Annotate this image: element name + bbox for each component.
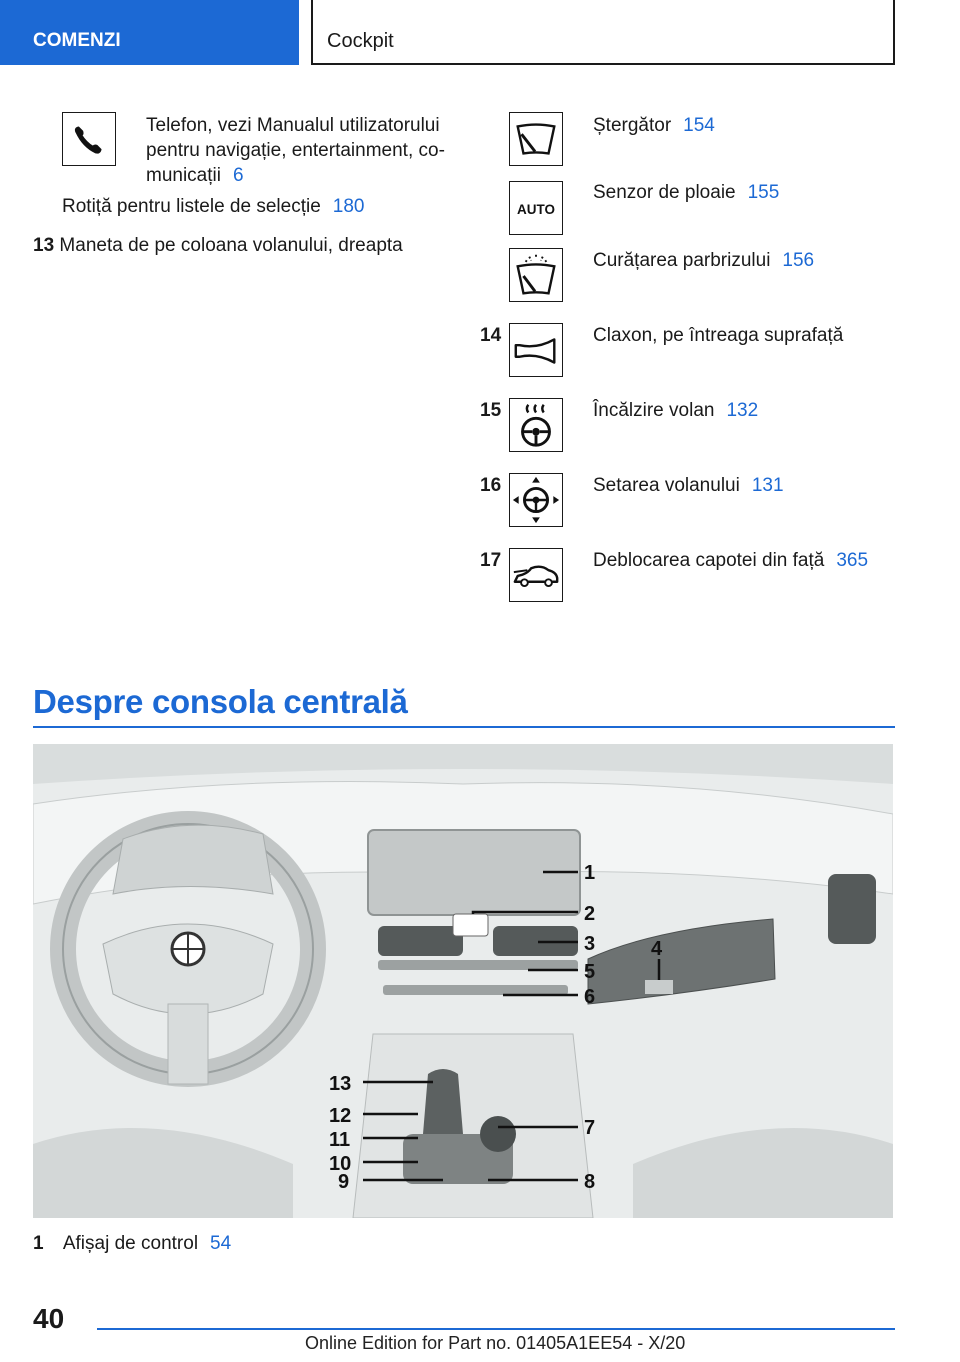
section-rule [33, 726, 895, 728]
selection-wheel-item: Rotiță pentru listele de selecție 180 [62, 196, 365, 217]
callout-5: 5 [584, 961, 596, 983]
phone-handset-icon [62, 112, 116, 166]
console-illustration-svg [33, 744, 893, 1218]
item-number: 15 [480, 400, 502, 421]
svg-text:AUTO: AUTO [517, 201, 555, 217]
phone-description: Telefon, vezi Manualul utilizatorului pentru navigație, entertainment, co-municații 6 [146, 115, 445, 186]
callout-10: 10 [329, 1153, 352, 1175]
footer-rule [97, 1328, 895, 1330]
callout-7: 7 [584, 1117, 596, 1139]
item-number: 13 [33, 235, 55, 256]
page-ref-link[interactable]: 6 [232, 165, 244, 186]
callout-1: 1 [584, 862, 596, 884]
page-ref-link[interactable]: 156 [782, 250, 815, 271]
page-number: 40 [33, 1303, 65, 1334]
hood-release-item: Deblocarea capotei din față 365 [593, 550, 869, 571]
section-tab: COMENZI [0, 0, 299, 65]
windshield-washer-icon [509, 248, 563, 302]
wiper-item: Ștergător 154 [593, 115, 715, 136]
item-13: 13 Maneta de pe coloana volanului, dreapta [33, 235, 403, 256]
wheel-heating-item: Încălzire volan 132 [593, 400, 759, 421]
auto-rain-sensor-icon [509, 181, 563, 235]
wheel-adjust-item: Setarea volanului 131 [593, 475, 784, 496]
callout-11: 11 [329, 1129, 351, 1151]
section-title: Despre consola centrală [33, 683, 408, 720]
edition-note: Online Edition for Part no. 01405A1EE54 - X/20 [305, 1333, 686, 1353]
page-ref-link[interactable]: 54 [210, 1233, 232, 1254]
horn-icon [509, 323, 563, 377]
page-ref-link[interactable]: 180 [332, 196, 365, 217]
callout-6: 6 [584, 986, 596, 1008]
horn-item: Claxon, pe întreaga suprafață [593, 325, 844, 346]
item-number: 16 [480, 475, 502, 496]
page-ref-link[interactable]: 131 [751, 475, 784, 496]
page-ref-link[interactable]: 365 [836, 550, 869, 571]
wiper-icon [509, 112, 563, 166]
list-item: 1 Afișaj de control 54 [33, 1233, 232, 1254]
washer-item: Curățarea parbrizului 156 [593, 250, 815, 271]
chapter-title: Cockpit [311, 0, 895, 65]
callout-4: 4 [651, 938, 663, 960]
page-ref-link[interactable]: 154 [683, 115, 715, 136]
item-number: 17 [480, 550, 502, 571]
item-number: 1 [33, 1233, 44, 1254]
center-console-photo [33, 744, 893, 1218]
callout-3: 3 [584, 933, 596, 955]
callout-13: 13 [329, 1073, 352, 1095]
callout-9: 9 [338, 1171, 350, 1193]
page-ref-link[interactable]: 155 [747, 182, 780, 203]
steering-wheel-adjust-icon [509, 473, 563, 527]
callout-2: 2 [584, 903, 596, 925]
callout-8: 8 [584, 1171, 596, 1193]
hood-release-icon [509, 548, 563, 602]
steering-wheel-heating-icon [509, 398, 563, 452]
rain-sensor-item: Senzor de ploaie 155 [593, 182, 780, 203]
page-ref-link[interactable]: 132 [726, 400, 759, 421]
callout-12: 12 [329, 1105, 352, 1127]
item-number: 14 [480, 325, 502, 346]
